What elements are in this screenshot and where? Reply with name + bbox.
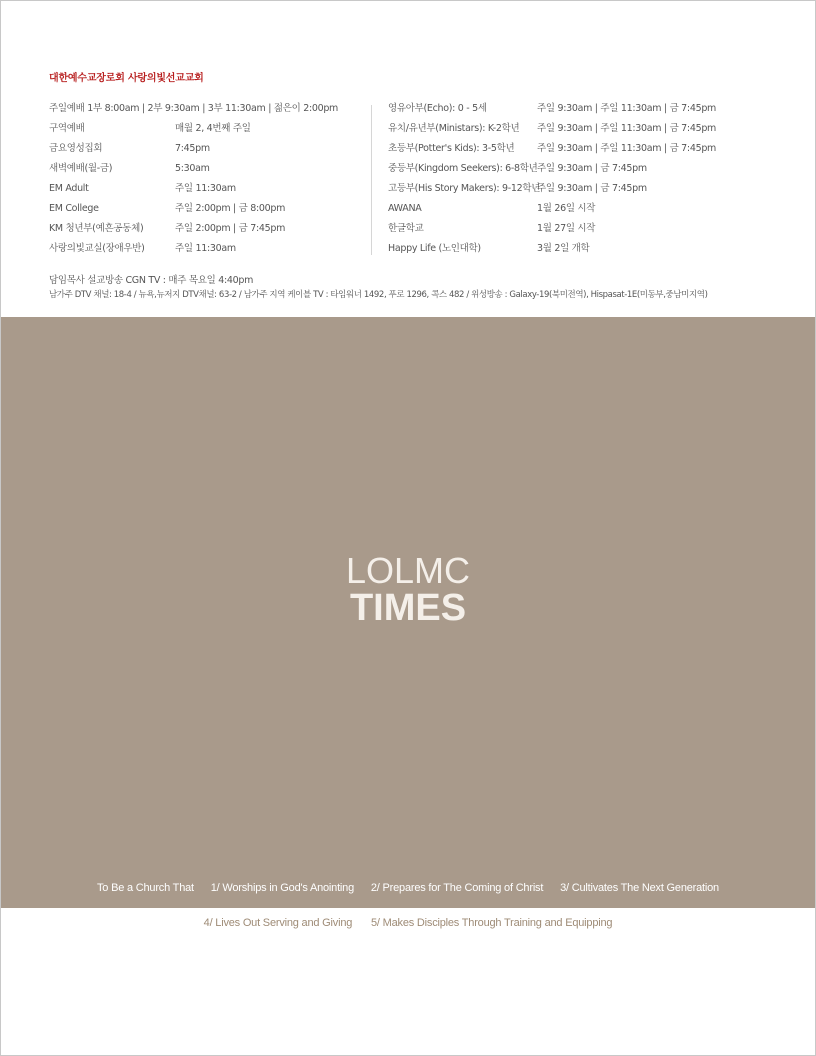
service-label: EM Adult (49, 183, 89, 194)
mission-statement-line1 (1, 882, 815, 894)
service-time: 5:30am (175, 163, 210, 174)
mission-item: 4/ Lives Out Serving and Giving (203, 917, 353, 929)
broadcast-info: 담임목사 설교방송 CGN TV : 매주 목요일 4:40pm (49, 275, 254, 286)
department-label: 한글학교 (388, 223, 424, 234)
department-label: 초등부(Potter's Kids): 3-5학년 (388, 143, 515, 154)
service-time: 주일 2:00pm | 금 8:00pm (175, 203, 286, 214)
mission-statement-line2 (1, 917, 815, 929)
department-time: 3월 2일 개학 (537, 243, 590, 254)
department-time: 주일 9:30am | 주일 11:30am | 금 7:45pm (537, 123, 717, 134)
mission-item: 1/ Worships in God's Anointing (210, 882, 355, 894)
service-time: 주일 2:00pm | 금 7:45pm (175, 223, 286, 234)
mission-item: 5/ Makes Disciples Through Training and Equipping (371, 917, 613, 929)
department-time: 주일 9:30am | 금 7:45pm (537, 163, 647, 174)
department-time: 주일 9:30am | 주일 11:30am | 금 7:45pm (537, 143, 717, 154)
mission-item: 3/ Cultivates The Next Generation (560, 882, 719, 894)
service-label: 구역예배 (49, 123, 85, 134)
service-label: 금요영성집회 (49, 143, 103, 154)
service-time: 주일 11:30am (175, 243, 236, 254)
department-label: 중등부(Kingdom Seekers): 6-8학년 (388, 163, 538, 174)
service-time: 주일 11:30am (175, 183, 236, 194)
logo-line-lolmc: LOLMC (345, 550, 471, 591)
department-time: 주일 9:30am | 주일 11:30am | 금 7:45pm (537, 103, 717, 114)
department-label: AWANA (388, 203, 422, 214)
service-time: 7:45pm (175, 143, 210, 154)
department-time: 주일 9:30am | 금 7:45pm (537, 183, 647, 194)
column-divider (371, 105, 372, 255)
mission-intro: To Be a Church That (97, 882, 194, 894)
department-label: 고등부(His Story Makers): 9-12학년 (388, 183, 541, 194)
service-label: 새벽예배(월-금) (49, 163, 113, 174)
department-label: 영유아부(Echo): 0 - 5세 (388, 103, 487, 114)
service-time: 매월 2, 4번째 주일 (175, 123, 251, 134)
service-label: KM 청년부(예흔공동체) (49, 223, 144, 234)
lolmc-times-logo (1, 550, 815, 629)
department-label: Happy Life (노인대학) (388, 243, 481, 254)
department-label: 유치/유년부(Ministars): K-2학년 (388, 123, 520, 134)
broadcast-channels: 남가주 DTV 채널: 18-4 / 뉴욕,뉴저지 DTV채널: 63-2 / 남가주 지역 케이블 TV : 타임워너 1492, 푸로 1296, 콕스 482 / 위성방송 : Galaxy-19(북미전역), Hispasat-1E(미동부,중남미지역) (49, 290, 708, 300)
service-label: EM College (49, 203, 99, 214)
service-label: 주일예배 1부 8:00am | 2부 9:30am | 3부 11:30am | 젊은이 2:00pm (49, 103, 339, 114)
department-time: 1월 26일 시작 (537, 203, 596, 214)
mission-item: 2/ Prepares for The Coming of Christ (370, 882, 544, 894)
church-name: 대한예수교장로회 사랑의빛선교교회 (49, 73, 204, 84)
service-label: 사랑의빛교실(장애우반) (49, 243, 145, 254)
cover-band (1, 317, 815, 908)
logo-line-times: TIMES (349, 587, 467, 629)
department-time: 1월 27일 시작 (537, 223, 596, 234)
